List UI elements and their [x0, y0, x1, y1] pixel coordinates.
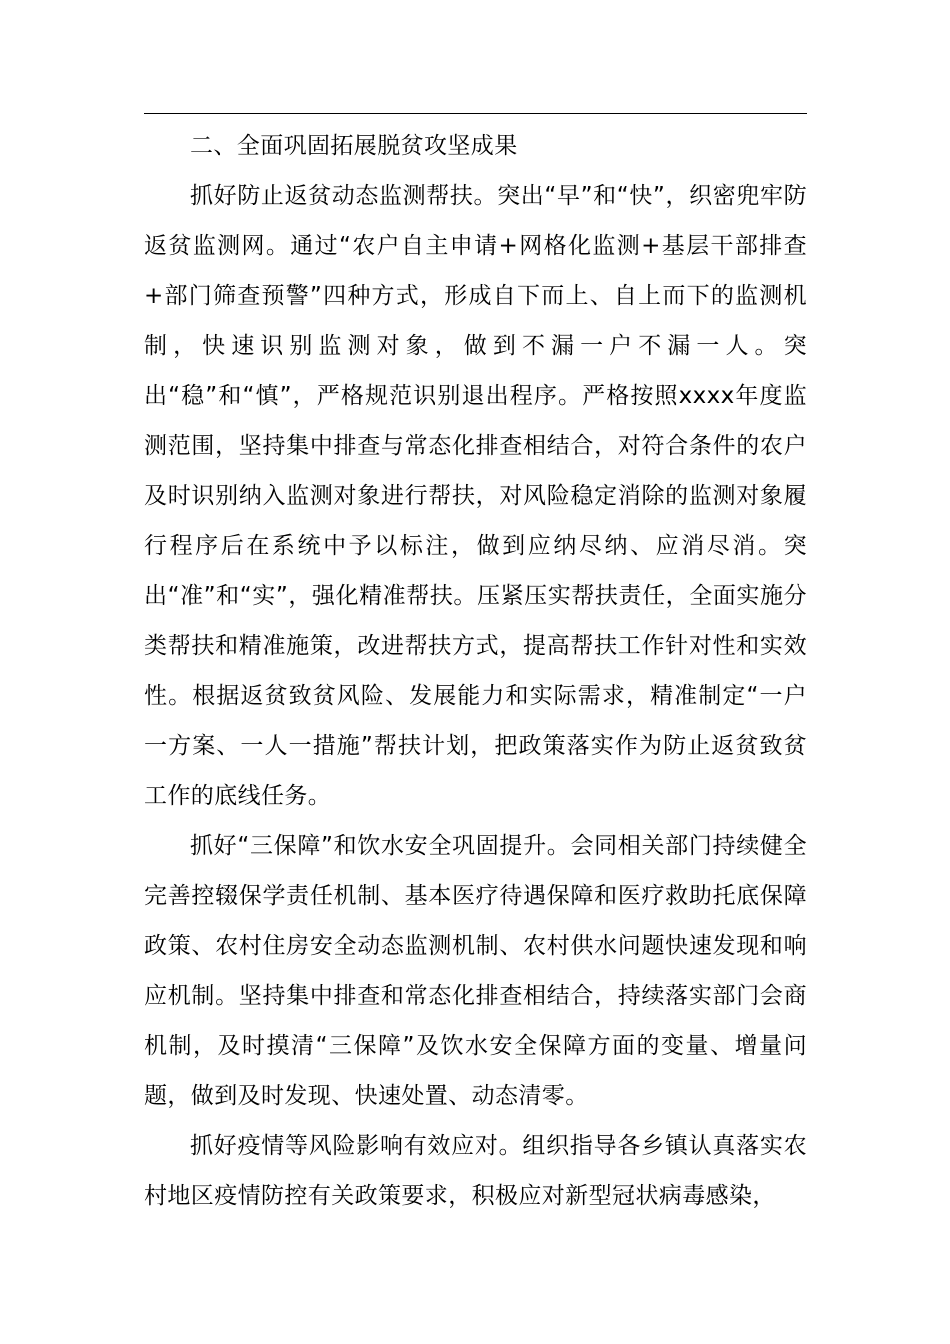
- section-heading: 二、全面巩固拓展脱贫攻坚成果: [190, 133, 518, 159]
- paragraph-monitoring: 抓好防止返贫动态监测帮扶。突出“早”和“快”，织密兜牢防返贫监测网。通过“农户自主申请+网格化监测+基层干部排查+部门筛查预警”四种方式，形成自下而上、自上而下的监测机制，快速识别监测对象，做到不漏一户不漏一人。突出“稳”和“慎”，严格规范识别退出程序。严格按照xxxx年度监测范围，坚持集中排查与常态化排查相结合，对符合条件的农户及时识别纳入监测对象进行帮扶，对风险稳定消除的监测对象履行程序后在系统中予以标注，做到应纳尽纳、应消尽消。突出“准”和“实”，强化精准帮扶。压紧压实帮扶责任，全面实施分类帮扶和精准施策，改进帮扶方式，提高帮扶工作针对性和实效性。根据返贫致贫风险、发展能力和实际需求，精准制定“一户一方案、一人一措施”帮扶计划，把政策落实作为防止返贫致贫工作的底线任务。: [144, 183, 807, 809]
- paragraph-three-guarantees: 抓好“三保障”和饮水安全巩固提升。会同相关部门持续健全完善控辍保学责任机制、基本医疗待遇保障和医疗救助托底保障政策、农村住房安全动态监测机制、农村供水问题快速发现和响应机制。坚持集中排查和常态化排查相结合，持续落实部门会商机制，及时摸清“三保障”及饮水安全保障方面的变量、增量问题，做到及时发现、快速处置、动态清零。: [144, 833, 807, 1109]
- paragraph-epidemic-response: 抓好疫情等风险影响有效应对。组织指导各乡镇认真落实农村地区疫情防控有关政策要求，积极应对新型冠状病毒感染，: [144, 1133, 807, 1209]
- document-body: [144, 121, 807, 1221]
- header-rule: [144, 113, 807, 114]
